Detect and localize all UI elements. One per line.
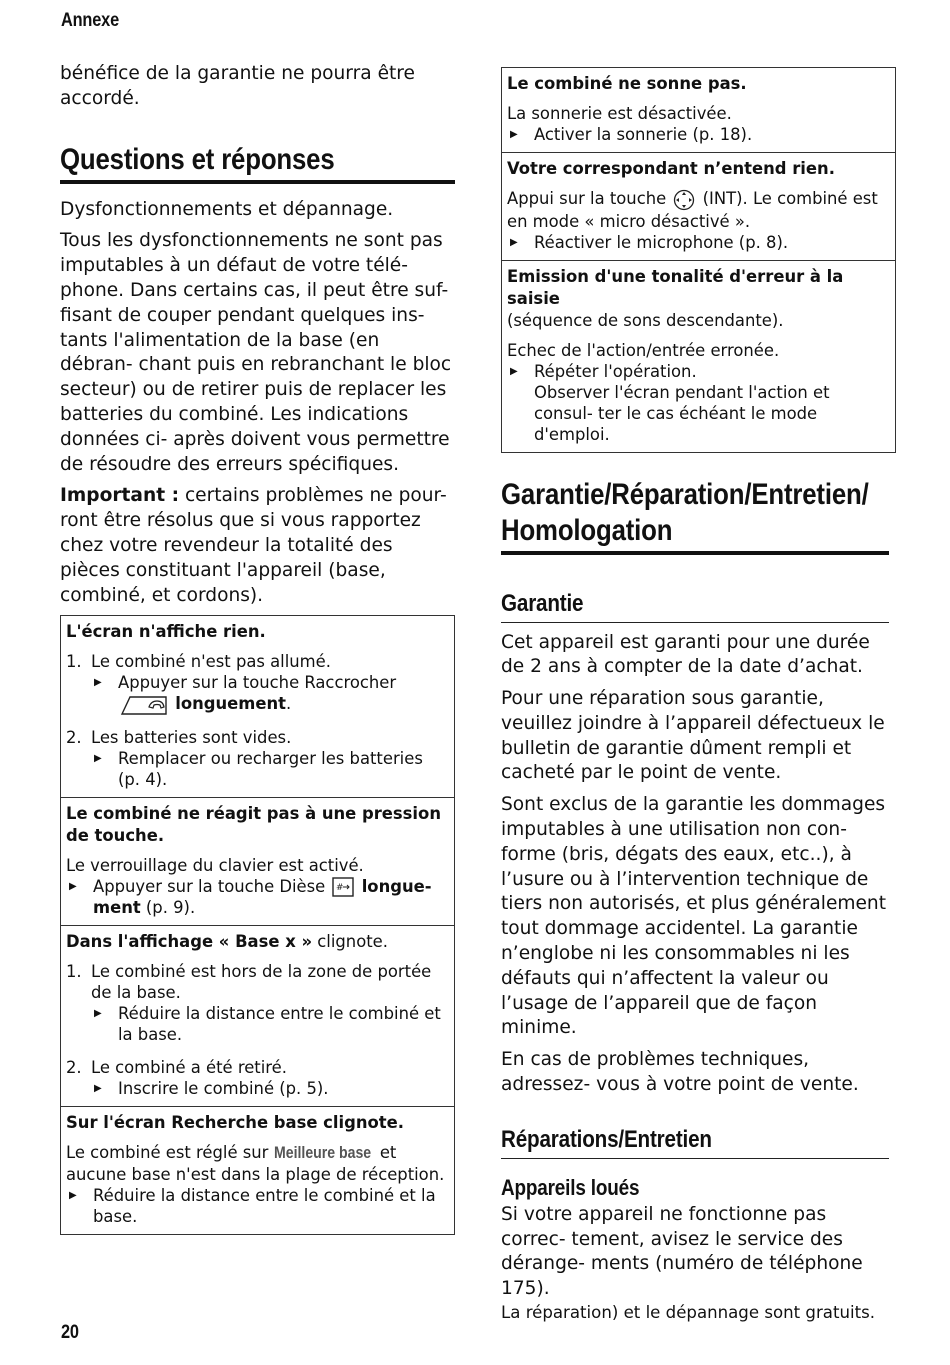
arrow-bullet-icon (507, 232, 534, 253)
paragraph: Pour une réparation sous garantie, veuillez joindre à l’appareil défectueux le bulletin de garantie dûment rempli et cacheté par le point de vente. (501, 688, 885, 784)
arrow-bullet-icon (66, 1185, 93, 1227)
item-number: 2. (66, 1058, 82, 1078)
svg-text:#: # (336, 883, 345, 894)
numbered-item (66, 727, 449, 790)
step-text: Réduire la distance entre le combiné et la base. (93, 1186, 436, 1227)
faq-question-bold: Dans l'affichage « Base x » (66, 932, 313, 952)
faq-question: Le combiné ne réagit pas à une pression de touche. (66, 803, 441, 845)
subsection-title-text: Garantie (501, 589, 584, 617)
section-title-questions (60, 142, 455, 184)
arrow-bullet-icon (91, 672, 118, 715)
left-column (60, 62, 455, 1235)
important-label: Important : (60, 485, 180, 507)
answer-text: et aucune base n'est dans la plage de réception. (66, 1143, 445, 1185)
paragraph: Cet appareil est garanti pour une durée de 2 ans à compter de la date d’achat. (501, 631, 870, 678)
arrow-bullet-icon (66, 876, 93, 919)
step-punct: . (285, 694, 292, 714)
item-text: Le combiné est hors de la zone de portée de la base. (91, 962, 432, 1003)
subsection-title-reparations (501, 1125, 889, 1159)
faq-answer (507, 188, 890, 232)
step-text: Inscrire le combiné (p. 5). (118, 1079, 329, 1099)
faq-answer: Echec de l'action/entrée erronée. (507, 340, 780, 360)
paragraph: Tous les dysfonctionnements ne sont pas imputables à un défaut de votre télé- phone. Dans certains cas, il peut être suf- fisant de couper pendant quelques ins- tants l'alimentation de la base (en débran- chant puis en rebranchant le bloc secteur) ou de retirer puis de replacer les batteries du combiné. Les indications données ci- après doivent vous permettre de résoudre des erreurs spécifiques. (60, 230, 452, 475)
section-title-text: Questions et réponses (60, 142, 335, 176)
step (507, 361, 890, 382)
faq-table-right (501, 67, 896, 453)
item-number: 1. (66, 962, 82, 982)
faq-question (507, 266, 890, 332)
item-text: Les batteries sont vides. (91, 727, 292, 747)
faq-question: Votre correspondant n’entend rien. (507, 159, 835, 178)
step-text: Remplacer ou recharger les batteries (p. 4). (118, 748, 423, 789)
step (91, 672, 449, 715)
faq-question-rest: (séquence de sons descendante). (507, 310, 784, 330)
step (91, 1078, 449, 1099)
faq-table-left (60, 615, 455, 1235)
subsubsection-title-loues (501, 1175, 896, 1201)
item-text: Le combiné a été retiré. (91, 1058, 287, 1078)
faq-row (502, 260, 895, 452)
step-continuation (507, 382, 890, 445)
paragraph-small: La réparation) et le dépannage sont gratuits. (501, 1303, 876, 1323)
step-text: Répéter l'opération. (534, 361, 697, 381)
intro-continuation: bénéfice de la garantie ne pourra être accordé. (60, 63, 415, 109)
end-call-key-icon (120, 695, 168, 715)
faq-question-rest: clignote. (312, 932, 388, 952)
item-number: 2. (66, 727, 82, 747)
subsection-title-garantie (501, 589, 889, 623)
faq-answer: La sonnerie est désactivée. (507, 104, 732, 123)
step (66, 876, 449, 919)
paragraph: Sont exclus de la garantie les dommages imputables à une utilisation non con- forme (bris, dégats des eaux, etc..), à l’usure ou à l’intervention technique de tiers non autorisés, et plus généralement tout dommage accidentel. La garantie n’englobe ni les consommables ni les défauts qui n’affectent la valeur ou l’usage de l’appareil que de façon minime. (501, 794, 887, 1039)
arrow-bullet-icon (91, 1003, 118, 1045)
arrow-bullet-icon (507, 361, 534, 382)
answer-text: (INT). Le combiné est en mode « micro désactivé ». (507, 189, 878, 231)
faq-row (502, 152, 895, 260)
faq-row (61, 616, 454, 797)
step (91, 748, 449, 790)
section-title-garantie-reparation (501, 477, 889, 555)
faq-answer (66, 1142, 449, 1185)
step (91, 1003, 449, 1045)
arrow-bullet-icon (507, 124, 534, 145)
paragraph: Dysfonctionnements et dépannage. (60, 198, 394, 220)
faq-row (61, 797, 454, 926)
numbered-item (66, 651, 449, 715)
paragraph: Si votre appareil ne fonctionne pas correc- tement, avisez le service des dérange- ments (numéro de téléphone 175). (501, 1203, 863, 1300)
faq-question: Sur l'écran Recherche base clignote. (66, 1113, 404, 1133)
item-text: Le combiné n'est pas allumé. (91, 652, 331, 672)
subsection-title-text: Réparations/Entretien (501, 1125, 712, 1153)
numbered-item (66, 961, 449, 1045)
section-title-line: Homologation (501, 513, 673, 547)
answer-text: Appui sur la touche (507, 189, 667, 208)
step-text: Réactiver le microphone (p. 8). (534, 232, 789, 252)
subsubsection-title-text: Appareils loués (501, 1174, 640, 1200)
faq-question-bold: Emission d'une tonalité d'erreur à la saisie (507, 266, 844, 308)
faq-question (66, 931, 449, 953)
faq-row (61, 925, 454, 1106)
arrow-bullet-icon (91, 748, 118, 790)
arrow-bullet-icon (91, 1078, 118, 1099)
step (66, 1185, 449, 1227)
step-text: Réduire la distance entre le combiné et la base. (118, 1004, 441, 1045)
faq-question: L'écran n'affiche rien. (66, 622, 266, 642)
paragraph: En cas de problèmes techniques, adressez- vous à votre point de vente. (501, 1049, 859, 1096)
faq-question: Le combiné ne sonne pas. (507, 74, 747, 93)
control-key-icon (673, 189, 695, 211)
numbered-item (66, 1057, 449, 1099)
faq-row (502, 68, 895, 152)
step (507, 124, 890, 145)
running-head: Annexe (61, 10, 119, 31)
step-text: Appuyer sur la touche Raccrocher (118, 673, 397, 693)
answer-text: Le combiné est réglé sur (66, 1143, 274, 1163)
step-emphasis: longue- ment (93, 876, 432, 918)
step-text: (p. 9). (140, 898, 196, 918)
item-number: 1. (66, 652, 82, 672)
right-column (501, 67, 896, 1324)
page-number: 20 (61, 1322, 79, 1343)
important-text: certains problèmes ne pour- ront être résolus que si vous rapportez chez votre revendeur la totalité des pièces constituant l'appareil (base, combiné, et cordons). (60, 485, 447, 606)
paragraph-important (60, 484, 455, 608)
faq-row (61, 1106, 454, 1234)
step-text: Appuyer sur la touche Dièse (93, 876, 326, 896)
section-title-line: Garantie/Réparation/Entretien/ (501, 477, 869, 511)
step-text: Observer l'écran pendant l'action et consul- ter le cas échéant le mode d'emploi. (534, 382, 830, 444)
step (507, 232, 890, 253)
faq-answer: Le verrouillage du clavier est activé. (66, 855, 364, 875)
step-emphasis: longuement (175, 694, 286, 714)
hash-key-icon (332, 877, 354, 897)
display-text: Meilleure base (273, 1144, 371, 1163)
step-text: Activer la sonnerie (p. 18). (534, 125, 753, 144)
